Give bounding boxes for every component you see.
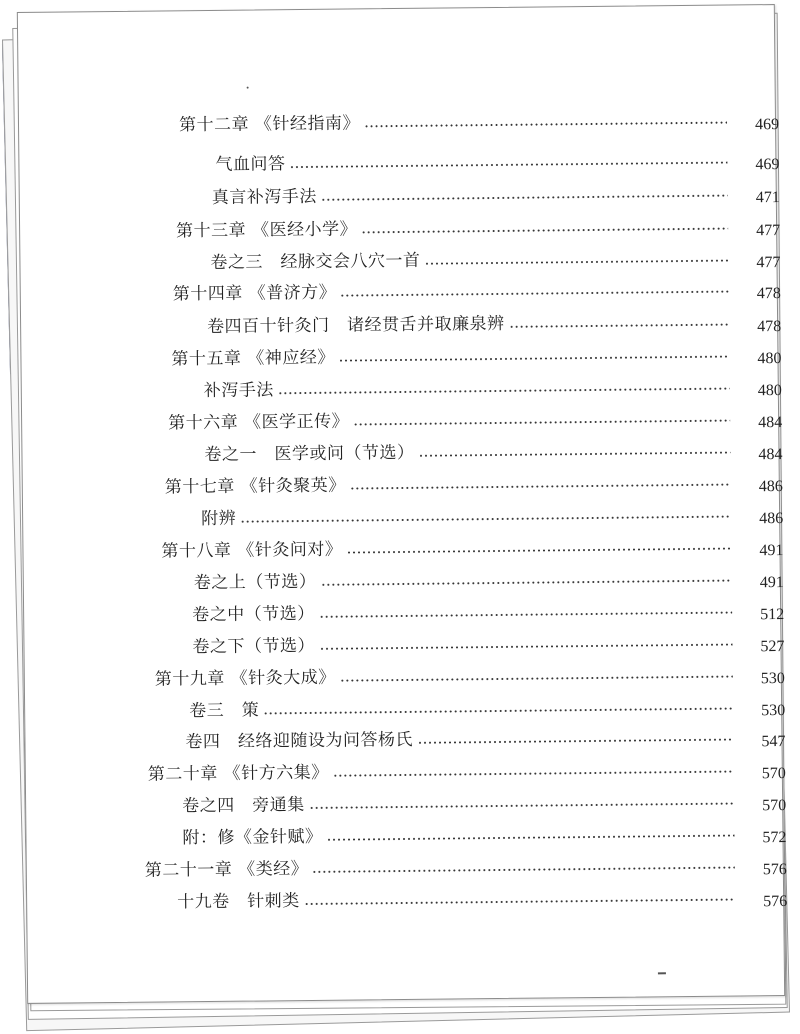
toc-entry-title: 第十七章 《针灸聚英》 xyxy=(164,475,346,498)
dot-leader xyxy=(509,323,730,329)
toc-entry xyxy=(176,206,780,242)
dot-leader xyxy=(417,738,734,745)
dot-leader xyxy=(304,898,736,907)
toc-entry-page-number: 477 xyxy=(756,222,781,240)
toc-entry-title: 补泻手法 xyxy=(203,380,274,402)
dot-leader xyxy=(353,419,730,427)
toc-entry-title: 附：修《金针赋》 xyxy=(182,826,323,849)
toc-entry-page-number: 484 xyxy=(758,414,783,432)
toc-entry-page-number: 477 xyxy=(756,254,781,272)
dot-leader xyxy=(418,451,730,458)
dot-leader xyxy=(309,802,735,810)
toc-entry xyxy=(192,590,784,626)
toc-entry-page-number: 469 xyxy=(755,156,780,174)
toc-entry xyxy=(148,749,786,786)
toc-entry-page-number: 486 xyxy=(759,509,784,528)
dot-leader xyxy=(240,515,731,524)
toc-entry-page-number: 570 xyxy=(761,764,786,783)
toc-entry-page-number: 480 xyxy=(757,382,782,400)
toc-entry-title: 卷之中（节选） xyxy=(192,603,315,626)
toc-entry xyxy=(204,430,782,466)
toc-entry xyxy=(165,462,783,498)
toc-entry-title: 卷之下（节选） xyxy=(192,635,316,658)
toc-entry xyxy=(185,717,785,753)
toc-entry-page-number: 576 xyxy=(762,860,787,879)
table-of-contents xyxy=(18,5,788,1003)
toc-entry xyxy=(145,845,787,882)
toc-entry-title: 卷之上（节选） xyxy=(193,571,317,594)
toc-entry xyxy=(182,781,786,817)
toc-entry xyxy=(189,686,785,722)
toc-entry xyxy=(182,813,786,849)
toc-entry-title: 第二十章 《针方六集》 xyxy=(147,762,329,785)
toc-entry-page-number: 480 xyxy=(757,350,782,368)
toc-entry-title: 第十四章 《普济方》 xyxy=(172,282,337,305)
dot-leader xyxy=(364,121,727,129)
toc-entry xyxy=(212,173,780,209)
dot-leader xyxy=(350,483,731,491)
toc-entry-page-number: 576 xyxy=(763,892,788,911)
toc-entry-page-number: 478 xyxy=(756,285,781,303)
toc-entry-page-number: 572 xyxy=(762,828,787,847)
toc-entry-title: 第二十一章 《类经》 xyxy=(144,858,309,881)
dot-leader xyxy=(424,259,728,266)
dot-leader xyxy=(340,675,733,683)
toc-entry xyxy=(201,494,783,530)
toc-entry xyxy=(173,269,781,305)
toc-page xyxy=(17,4,788,1004)
toc-entry xyxy=(207,302,781,338)
dot-leader xyxy=(263,707,733,716)
toc-entry-title: 卷三 策 xyxy=(189,700,260,722)
dot-leader xyxy=(320,579,732,587)
dot-leader xyxy=(278,387,730,396)
toc-entry-title: 气血问答 xyxy=(215,154,286,175)
dot-leader xyxy=(321,194,728,202)
dot-leader xyxy=(333,770,734,778)
toc-entry-title: 第十二章 《针经指南》 xyxy=(178,113,361,136)
toc-entry-page-number: 469 xyxy=(754,116,780,134)
toc-entry-title: 第十五章 《神应经》 xyxy=(171,347,335,370)
toc-entry-title: 卷之三 经脉交会八穴一首 xyxy=(210,250,421,273)
toc-entry-page-number: 491 xyxy=(759,573,784,592)
toc-entry-title: 第十六章 《医学正传》 xyxy=(168,411,350,434)
dot-leader xyxy=(289,161,727,170)
page-folio-mark xyxy=(658,972,666,974)
toc-entry-page-number: 512 xyxy=(760,605,785,624)
dot-leader xyxy=(361,227,728,235)
toc-entry-title: 第十九章 《针灸大成》 xyxy=(154,667,336,690)
toc-entry xyxy=(177,877,787,913)
toc-entry-page-number: 486 xyxy=(758,478,783,496)
toc-entry-title: 第十三章 《医经小学》 xyxy=(176,219,358,242)
toc-entry xyxy=(161,526,783,563)
toc-entry xyxy=(179,100,779,136)
dot-leader xyxy=(340,290,729,298)
toc-entry xyxy=(168,398,782,434)
toc-entry-title: 真言补泻手法 xyxy=(211,186,317,208)
toc-entry-title: 卷四 经络迎随设为问答杨氏 xyxy=(185,729,414,753)
toc-entry-page-number: 491 xyxy=(759,541,784,560)
toc-entry-page-number: 478 xyxy=(757,318,782,336)
toc-entry-title: 卷之一 医学或问（节选） xyxy=(204,442,415,466)
toc-entry-title: 卷之四 旁通集 xyxy=(182,795,305,817)
toc-entry-page-number: 530 xyxy=(760,669,785,688)
dot-leader xyxy=(326,834,734,842)
toc-entry-page-number: 484 xyxy=(758,446,783,464)
toc-entry xyxy=(210,238,780,274)
toc-entry-title: 第十八章 《针灸问对》 xyxy=(161,539,343,562)
toc-entry-page-number: 547 xyxy=(761,732,786,751)
toc-entry xyxy=(171,334,781,370)
toc-entry-title: 卷四百十针灸门 诸经贯舌并取廉泉辨 xyxy=(207,313,505,338)
toc-entry-page-number: 530 xyxy=(761,701,786,720)
toc-entry-title: 附辨 xyxy=(201,508,237,530)
toc-entry-page-number: 527 xyxy=(760,637,785,656)
toc-entry xyxy=(155,654,785,691)
toc-entry xyxy=(215,140,779,176)
dot-leader xyxy=(312,866,735,874)
toc-entry xyxy=(192,622,784,658)
toc-entry xyxy=(194,558,784,594)
dot-leader xyxy=(339,355,730,363)
toc-entry-page-number: 570 xyxy=(762,796,787,815)
toc-entry xyxy=(204,366,782,402)
dot-leader xyxy=(319,643,733,651)
dot-leader xyxy=(319,611,733,619)
toc-entry-title: 十九卷 针刺类 xyxy=(177,891,300,913)
dot-leader xyxy=(346,547,731,555)
toc-entry-page-number: 471 xyxy=(755,189,780,207)
